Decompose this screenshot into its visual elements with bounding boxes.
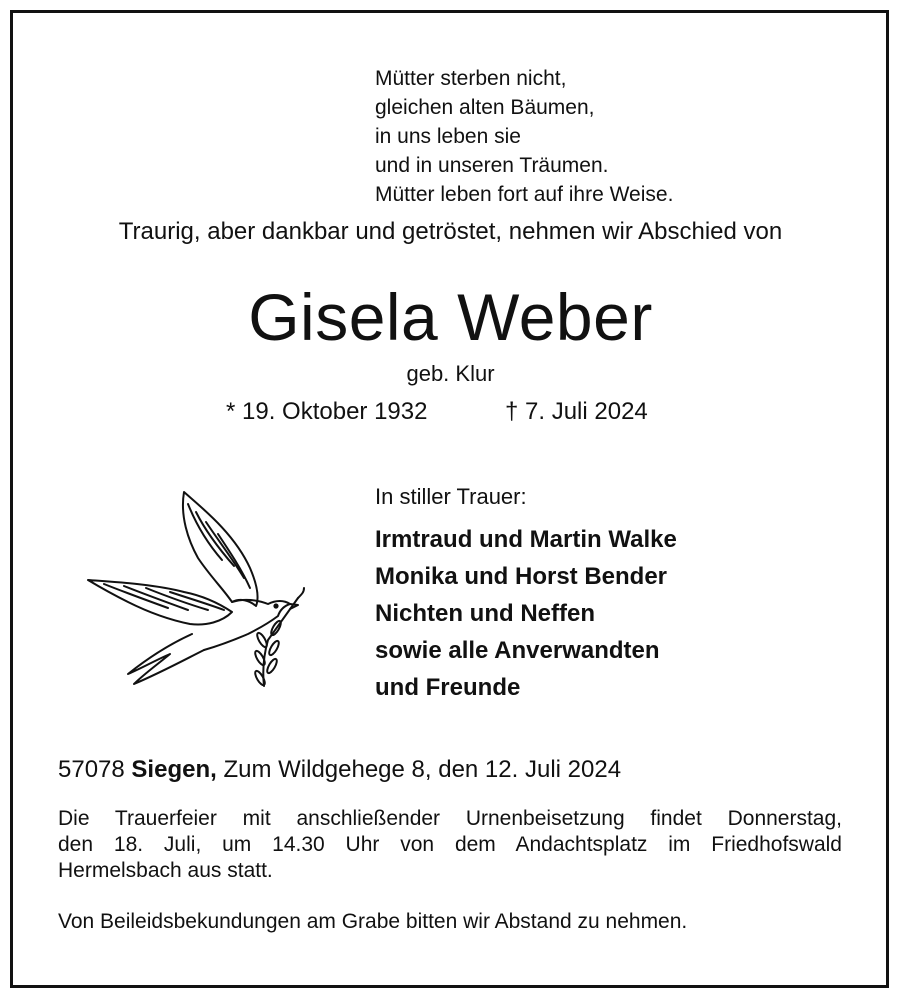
mourners-list [375,521,677,706]
notice-line: den 18. Juli, um 14.30 Uhr von dem Andachtsplatz im Friedhofswald [58,833,842,856]
dove-icon [84,488,306,693]
death-date: † 7. Juli 2024 [505,398,648,425]
poem-line: und in unseren Träumen. [375,154,609,177]
funeral-notice [58,806,842,884]
mourner-line: sowie alle Anverwandten [375,637,660,664]
deceased-name: Gisela Weber [248,280,653,354]
birth-date: * 19. Oktober 1932 [226,398,428,425]
mourner-line: Nichten und Neffen [375,600,595,627]
address-rest: Zum Wildgehege 8, den 12. Juli 2024 [223,756,622,783]
farewell-text: Von Beileidsbekundungen am Grabe bitten wir Abstand zu nehmen. [58,910,688,933]
notice-line: Hermelsbach aus statt. [58,859,273,882]
poem [375,64,673,209]
poem-line: gleichen alten Bäumen, [375,96,595,119]
address-city: Siegen, [131,756,217,783]
maiden-name: geb. Klur [406,361,495,386]
intro-text: Traurig, aber dankbar und getröstet, nehmen wir Abschied von [118,218,783,245]
notice-line: Die Trauerfeier mit anschließender Urnenbeisetzung findet Donnerstag, [58,807,842,830]
address-postcode: 57078 [58,756,125,783]
address-line [58,756,621,784]
mourner-line: und Freunde [375,674,521,701]
mourners-intro: In stiller Trauer: [375,484,527,509]
poem-line: Mütter leben fort auf ihre Weise. [375,183,674,206]
mourner-line: Irmtraud und Martin Walke [375,526,677,553]
poem-line: in uns leben sie [375,125,521,148]
mourner-line: Monika und Horst Bender [375,563,668,590]
poem-line: Mütter sterben nicht, [375,67,567,90]
